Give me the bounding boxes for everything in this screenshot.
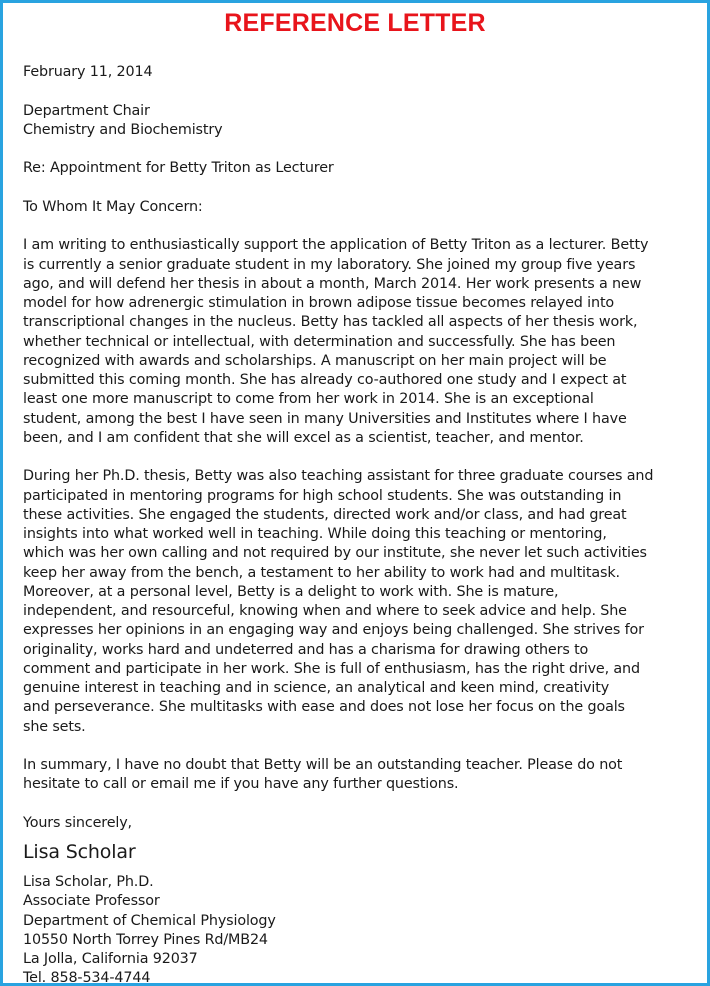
paragraph-3 [23, 756, 695, 795]
signature-line: La Jolla, California 92037 [23, 951, 198, 967]
paragraph-line: and perseverance. She multitasks with ease and does not lose her focus on the goals [23, 699, 625, 716]
paragraph-line: which was her own calling and not required by our institute, she never let such activities [23, 545, 647, 562]
paragraph-line: insights into what worked well in teaching. While doing this teaching or mentoring, [23, 526, 607, 542]
signature-line: Associate Professor [23, 893, 160, 910]
letter-title: REFERENCE LETTER [224, 9, 486, 37]
paragraph-line: hesitate to call or email me if you have any further questions. [23, 776, 459, 793]
re-line-block [23, 159, 695, 178]
date-line [23, 63, 695, 82]
paragraph-line: whether technical or intellectual, with determination and successfully. She has been [23, 333, 616, 350]
recipient-block [23, 102, 695, 141]
paragraph-line: In summary, I have no doubt that Betty will be an outstanding teacher. Please do not [23, 757, 623, 773]
signature-line: 10550 North Torrey Pines Rd/MB24 [23, 931, 268, 948]
signature-line: Lisa Scholar, Ph.D. [23, 874, 154, 890]
salutation: To Whom It May Concern: [23, 198, 203, 215]
paragraph-line: submitted this coming month. She has already co-authored one study and I expect at [23, 372, 627, 388]
closing: Yours sincerely, [23, 814, 132, 831]
paragraph-line: originality, works hard and undeterred and has a charisma for drawing others to [23, 641, 589, 658]
closing-block [23, 814, 695, 833]
paragraph-line: ago, and will defend her thesis in about a month, March 2014. Her work presents a new [23, 275, 642, 292]
salutation-block [23, 198, 695, 217]
paragraph-line: model for how adrenergic stimulation in brown adipose tissue becomes relayed into [23, 295, 615, 311]
paragraph-line: she sets. [23, 718, 86, 735]
letter-body [23, 63, 695, 986]
recipient-line: Chemistry and Biochemistry [23, 121, 223, 138]
date: February 11, 2014 [23, 64, 153, 80]
paragraph-line: During her Ph.D. thesis, Betty was also teaching assistant for three graduate courses and [23, 468, 654, 485]
paragraph-line: Moreover, at a personal level, Betty is a delight to work with. She is mature, [23, 583, 559, 600]
signature-block [23, 873, 695, 986]
paragraph-1 [23, 236, 695, 448]
re-line: Re: Appointment for Betty Triton as Lecturer [23, 160, 334, 177]
paragraph-line: been, and I am confident that she will excel as a scientist, teacher, and mentor. [23, 429, 584, 446]
paragraph-line: expresses her opinions in an engaging way and enjoys being challenged. She strives for [23, 622, 644, 639]
paragraph-line: least one more manuscript to come from her work in 2014. She is an exceptional [23, 391, 594, 408]
signature-line: Tel. 858-534-4744 [23, 970, 151, 986]
paragraph-line: these activities. She engaged the students, directed work and/or class, and had great [23, 506, 627, 523]
paragraph-2 [23, 467, 695, 737]
paragraph-line: independent, and resourceful, knowing when and where to seek advice and help. She [23, 603, 627, 619]
paragraph-line: keep her away from the bench, a testament to her ability to work had and multitask. [23, 564, 620, 581]
paragraph-line: genuine interest in teaching and in science, an analytical and keen mind, creativity [23, 680, 610, 696]
paragraph-line: comment and participate in her work. She is full of enthusiasm, has the right drive, and [23, 660, 640, 677]
signature-line: Department of Chemical Physiology [23, 912, 276, 929]
paragraph-line: is currently a senior graduate student in my laboratory. She joined my group five years [23, 256, 636, 273]
paragraph-line: participated in mentoring programs for high school students. She was outstanding in [23, 487, 622, 504]
signature: Lisa Scholar [23, 841, 136, 863]
paragraph-line: recognized with awards and scholarships. A manuscript on her main project will be [23, 352, 607, 369]
paragraph-line: student, among the best I have seen in many Universities and Institutes where I have [23, 410, 627, 427]
paragraph-line: I am writing to enthusiastically support the application of Betty Triton as a lecturer. Betty [23, 237, 649, 254]
paragraph-line: transcriptional changes in the nucleus. Betty has tackled all aspects of her thesis work, [23, 314, 638, 331]
recipient-line: Department Chair [23, 102, 150, 119]
